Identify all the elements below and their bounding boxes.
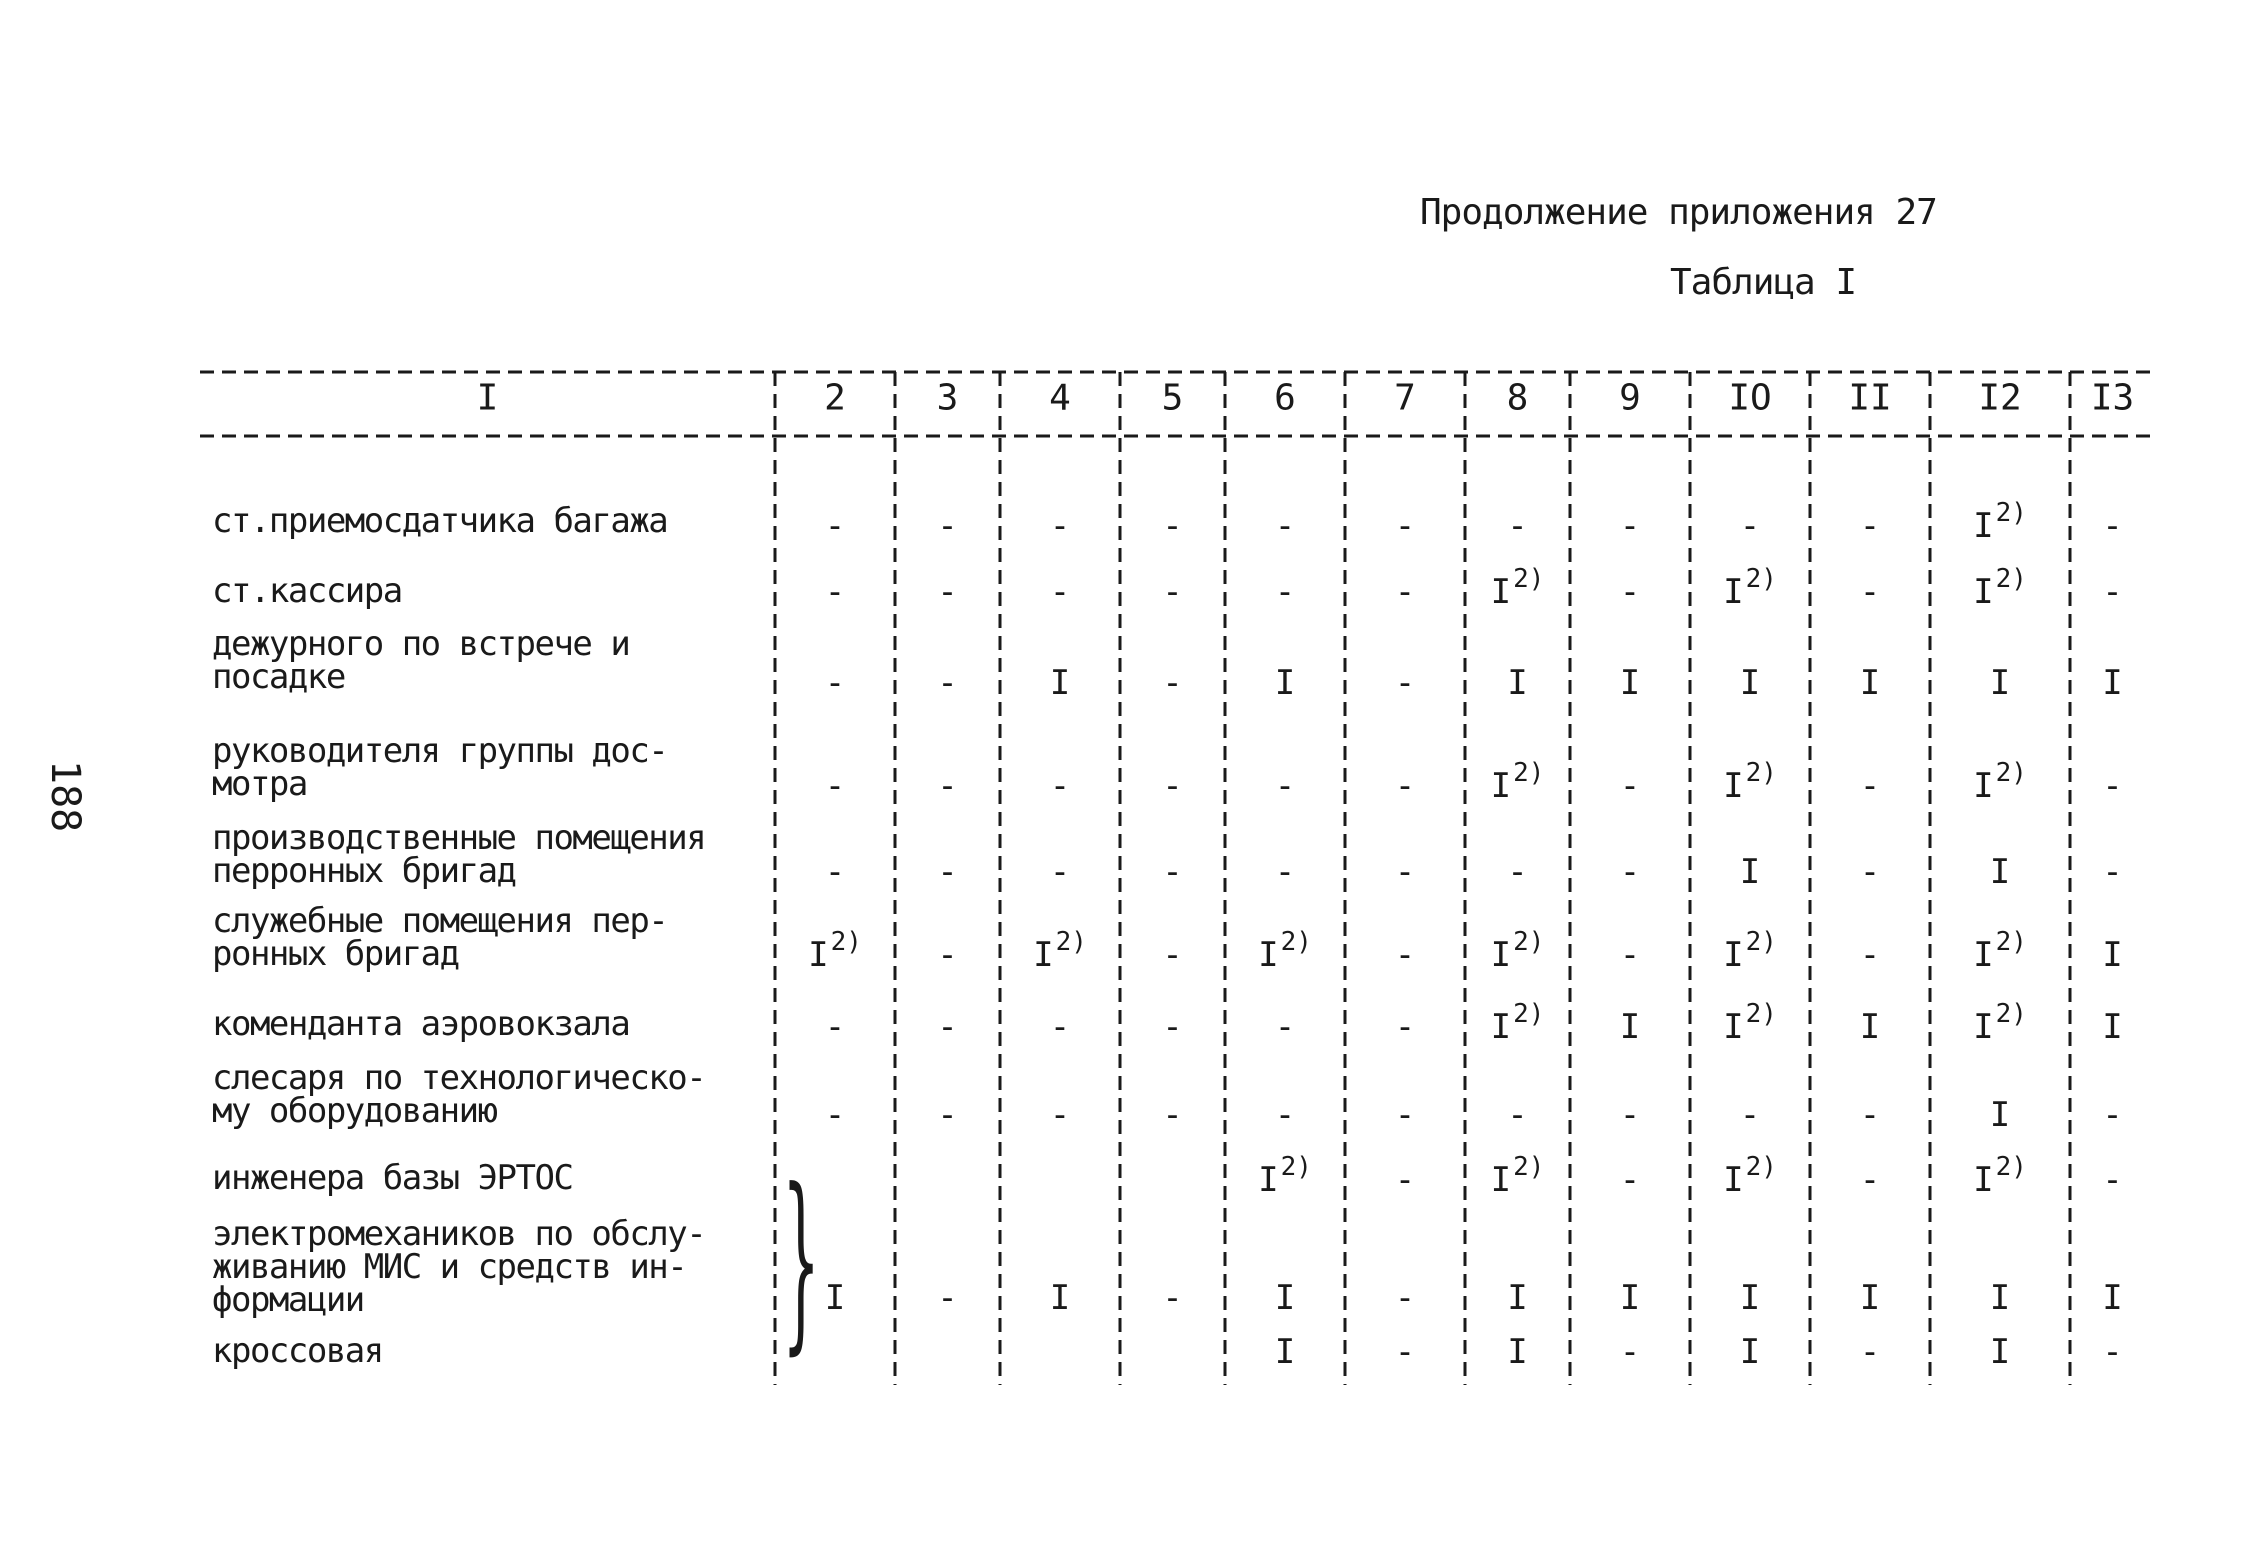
table-cell: - (2102, 506, 2123, 546)
table-cell: - (824, 572, 846, 612)
table-cell: I (2102, 1007, 2123, 1047)
table-cell: I (1989, 1095, 2011, 1135)
table-cell: - (1619, 1095, 1641, 1135)
table-cell: - (824, 766, 846, 806)
table-cell: - (1859, 1332, 1881, 1372)
table-cell: - (824, 852, 846, 892)
table-cell: - (1394, 1160, 1416, 1200)
table-cell: I (1507, 1332, 1528, 1372)
table-cell: - (1274, 572, 1296, 612)
footnote-mark: 2) (1513, 1152, 1545, 1182)
column-header: 8 (1506, 377, 1529, 419)
column-header: 9 (1619, 377, 1641, 419)
row-label-line: дежурного по встрече и (212, 624, 630, 664)
table-cell: - (2102, 572, 2123, 612)
table-cell: I (1859, 1007, 1881, 1047)
row-label-line: ст.приемосдатчика багажа (212, 501, 668, 541)
column-header: 3 (936, 377, 959, 419)
row-label (212, 624, 630, 697)
footnote-mark: 2) (1745, 1152, 1777, 1182)
table-cell: I (1739, 852, 1761, 892)
table-cell: I (1507, 663, 1528, 703)
row-label-line: инженера базы ЭРТОС (212, 1158, 573, 1198)
table-cell: $I^{2)}$ (1973, 999, 2027, 1047)
table-cell: $I^{2)}$ (1490, 564, 1545, 612)
table-cell: - (1619, 1160, 1641, 1200)
footnote-mark: 2) (1995, 564, 2027, 594)
table-cell: - (1274, 766, 1296, 806)
row-label (212, 1058, 706, 1131)
column-header: 2 (824, 377, 846, 419)
table-cell: $I^{2)}$ (1973, 564, 2027, 612)
column-header: IO (1728, 377, 1772, 419)
table-cell: - (1049, 1007, 1071, 1047)
table-cell: - (937, 935, 958, 975)
table-cell: I (1274, 1278, 1296, 1318)
table-cell: I (2102, 935, 2123, 975)
row-label-line: кроссовая (212, 1331, 383, 1371)
row-label-line: электромехаников по обслу- (212, 1214, 706, 1254)
table-cell: - (1394, 1278, 1416, 1318)
table-cell: - (1049, 1095, 1071, 1135)
row-label (212, 1158, 573, 1198)
table-cell: - (1507, 506, 1528, 546)
table-cell: - (1507, 852, 1528, 892)
row-label (212, 571, 402, 611)
row-label (212, 501, 668, 541)
table-cell: $I^{2)}$ (1490, 1152, 1545, 1200)
row-label-line: коменданта аэровокзала (212, 1004, 630, 1044)
table-cell: - (1162, 852, 1183, 892)
table-cell: I (1989, 1278, 2011, 1318)
footnote-mark: 2) (1280, 927, 1312, 957)
table-cell: I (1989, 852, 2011, 892)
table-cell: - (1619, 506, 1641, 546)
table-cell: - (1507, 1095, 1528, 1135)
table-cell: - (1739, 1095, 1761, 1135)
table-cell: $I^{2)}$ (1723, 564, 1777, 612)
table-cell: - (937, 506, 958, 546)
table-cell: - (1394, 572, 1416, 612)
table-cell: I (1619, 663, 1641, 703)
footnote-mark: 2) (1745, 999, 1777, 1029)
footnote-mark: 2) (1995, 758, 2027, 788)
footnote-mark: 2) (1995, 999, 2027, 1029)
table-cell: I (1619, 1007, 1641, 1047)
page-number: 188 (42, 760, 88, 833)
table-cell: - (1162, 506, 1183, 546)
table-cell: - (1619, 572, 1641, 612)
table-cell: $I^{2)}$ (1723, 1152, 1777, 1200)
table-cell: I (2102, 1278, 2123, 1318)
table-cell: - (2102, 852, 2123, 892)
table-cell: I (1739, 1332, 1761, 1372)
table-cell: - (1274, 506, 1296, 546)
column-header: I2 (1978, 377, 2022, 419)
row-label (212, 1004, 630, 1044)
appendix-continuation-heading: Продолжение приложения 27 (1420, 192, 1937, 233)
table-cell: - (824, 506, 846, 546)
table-cell: - (1619, 852, 1641, 892)
table-cell: $I^{2)}$ (1490, 999, 1545, 1047)
table-cell: I (1049, 663, 1071, 703)
table-cell: $I^{2)}$ (1723, 758, 1777, 806)
table-cell: - (1739, 506, 1761, 546)
table-cell: I (1859, 663, 1881, 703)
footnote-mark: 2) (830, 927, 862, 957)
table-cell: - (1394, 1095, 1416, 1135)
row-label-line: мотра (212, 764, 307, 804)
column-header: II (1848, 377, 1892, 419)
footnote-mark: 2) (1280, 1152, 1312, 1182)
table-cell: I (1739, 663, 1761, 703)
footnote-mark: 2) (1995, 1152, 2027, 1182)
table-cell: I (1989, 663, 2011, 703)
column-header: I3 (2090, 377, 2135, 419)
row-label (212, 731, 668, 804)
table-cell: $I^{2)}$ (808, 927, 862, 975)
table-cell: I (1989, 1332, 2011, 1372)
table-cell: - (1619, 935, 1641, 975)
column-header: 6 (1274, 377, 1296, 419)
table-cell: - (2102, 1160, 2123, 1200)
column-header: I (476, 377, 499, 419)
table-cell: - (1049, 506, 1071, 546)
table-cell: - (1619, 766, 1641, 806)
table-cell: - (1394, 663, 1416, 703)
footnote-mark: 2) (1745, 564, 1777, 594)
table-cell: - (1162, 1095, 1183, 1135)
table-cell: - (2102, 1332, 2123, 1372)
footnote-mark: 2) (1513, 564, 1545, 594)
table-cell: $I^{2)}$ (1258, 927, 1312, 975)
table-cell: $I^{2)}$ (1033, 927, 1087, 975)
row-label-line: формации (212, 1280, 364, 1320)
table-cell: - (1274, 1095, 1296, 1135)
row-label (212, 1331, 383, 1371)
table-cell: I (1507, 1278, 1528, 1318)
table-cell: - (2102, 1095, 2123, 1135)
table-cell: - (1162, 663, 1183, 703)
table-cell: - (937, 1007, 958, 1047)
table-cell: - (824, 1095, 846, 1135)
table-cell: I (824, 1278, 846, 1318)
row-label-line: слесаря по технологическо- (212, 1058, 706, 1098)
row-label (212, 1214, 706, 1320)
footnote-mark: 2) (1513, 758, 1545, 788)
table-cell: $I^{2)}$ (1723, 999, 1777, 1047)
table-cell: $I^{2)}$ (1258, 1152, 1312, 1200)
table-cell: - (1859, 1160, 1881, 1200)
table-cell: I (1619, 1278, 1641, 1318)
row-label-line: служебные помещения пер- (212, 901, 668, 941)
table-cell: - (1859, 572, 1881, 612)
table-cell: - (1162, 766, 1183, 806)
table-cell: - (937, 572, 958, 612)
table-cell: - (2102, 766, 2123, 806)
row-label-line: ронных бригад (212, 934, 459, 974)
table-cell: - (1162, 572, 1183, 612)
table-title: Таблица I (1670, 262, 1857, 303)
table-cell: $I^{2)}$ (1973, 498, 2027, 546)
table-cell: - (1859, 935, 1881, 975)
table-cell: I (1274, 663, 1296, 703)
table-cell: $I^{2)}$ (1490, 758, 1545, 806)
grouping-brace: } (782, 1150, 821, 1374)
footnote-mark: 2) (1055, 927, 1087, 957)
footnote-mark: 2) (1513, 999, 1545, 1029)
table-cell: - (1619, 1332, 1641, 1372)
row-label-line: производственные помещения (212, 818, 706, 858)
table-cell: I (1049, 1278, 1071, 1318)
row-label (212, 901, 668, 974)
table-cell: I (1274, 1332, 1296, 1372)
table-cell: - (1859, 766, 1881, 806)
row-label-line: му оборудованию (212, 1091, 497, 1131)
row-label-line: перронных бригад (212, 851, 516, 891)
row-label-line: руководителя группы дос- (212, 731, 668, 771)
table-cell: - (1049, 766, 1071, 806)
table-cell: - (1394, 506, 1416, 546)
table-cell: - (1049, 852, 1071, 892)
table-cell: - (1859, 1095, 1881, 1135)
table-cell: $I^{2)}$ (1973, 1152, 2027, 1200)
table-cell: I (1859, 1278, 1881, 1318)
table-cell: - (824, 663, 846, 703)
table-cell: $I^{2)}$ (1723, 927, 1777, 975)
row-label-line: посадке (212, 657, 345, 697)
row-label-line: ст.кассира (212, 571, 402, 611)
table-cell: - (1394, 1007, 1416, 1047)
table-cell: - (1859, 852, 1881, 892)
table-cell: - (937, 663, 958, 703)
table-cell: - (1162, 1007, 1183, 1047)
table-cell: - (937, 852, 958, 892)
table-cell: - (937, 1095, 958, 1135)
row-label-line: живанию МИС и средств ин- (212, 1247, 687, 1287)
table-cell: $I^{2)}$ (1490, 927, 1545, 975)
table-cell: - (1162, 935, 1183, 975)
table-cell: - (1859, 506, 1881, 546)
footnote-mark: 2) (1513, 927, 1545, 957)
table-cell: - (1394, 766, 1416, 806)
table-cell: - (1274, 1007, 1296, 1047)
table-cell: I (2102, 663, 2123, 703)
row-label (212, 818, 706, 891)
table-cell: - (1049, 572, 1071, 612)
column-header: 4 (1049, 377, 1071, 419)
table-cell: - (1394, 1332, 1416, 1372)
table-cell: - (937, 766, 958, 806)
column-header: 5 (1161, 377, 1184, 419)
table-cell: $I^{2)}$ (1973, 927, 2027, 975)
table-cell: - (824, 1007, 846, 1047)
table-cell: - (937, 1278, 958, 1318)
column-header: 7 (1394, 377, 1416, 419)
footnote-mark: 2) (1995, 927, 2027, 957)
footnote-mark: 2) (1745, 758, 1777, 788)
table-cell: - (1162, 1278, 1183, 1318)
table-cell: - (1274, 852, 1296, 892)
footnote-mark: 2) (1745, 927, 1777, 957)
table-cell: $I^{2)}$ (1973, 758, 2027, 806)
table-cell: - (1394, 852, 1416, 892)
footnote-mark: 2) (1995, 498, 2027, 528)
table-cell: I (1739, 1278, 1761, 1318)
table-cell: - (1394, 935, 1416, 975)
